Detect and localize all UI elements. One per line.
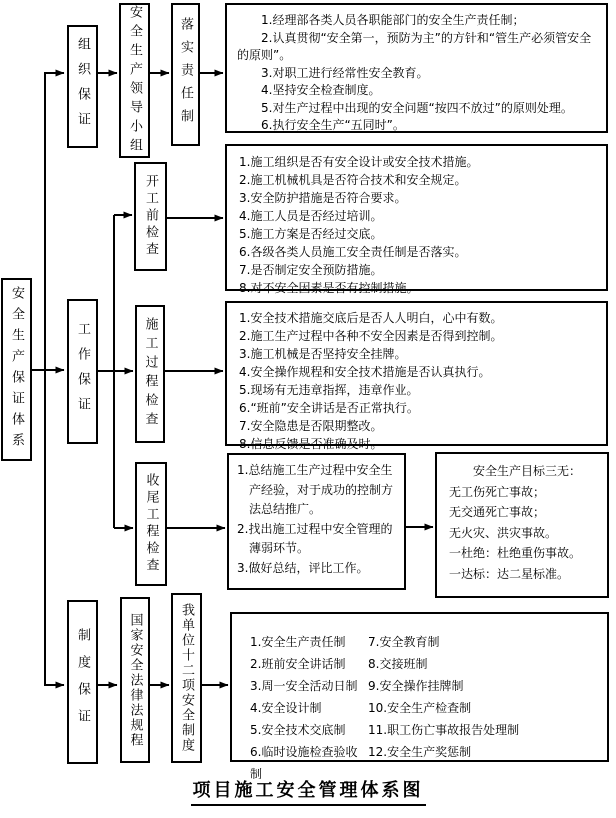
detail-line: 12.安全生产奖惩制 [368,745,472,759]
detail-line: 3.安全防护措施是否符合要求。 [239,191,407,205]
detail-line: 6.“班前”安全讲话是否正常执行。 [239,401,419,415]
node-label: 施工过程检查 [142,317,158,431]
detail-line: 1.总结施工生产过程中安全生产经验，对于成功的控制方法总结推广。 [237,463,394,516]
node-label: 工作保证 [75,321,90,422]
detail-line: 4.坚持安全检查制度。 [261,83,381,97]
diagram-title [0,776,616,802]
detail-line: 10.安全生产检查制 [368,701,472,715]
detail-line: 3.周一安全活动日制 [250,679,358,693]
node-label: 开工前检查 [143,174,158,259]
detail-line: 2.施工生产过程中各种不安全因素是否得到控制。 [239,329,503,343]
detail-line: 4.安全操作规程和安全技术措施是否认真执行。 [239,365,491,379]
detail-line: 1.施工组织是否有安全设计或安全技术措施。 [239,155,479,169]
node-label: 安全生产领导小组 [127,4,142,157]
detail-line: 6.各级各类人员施工安全责任制是否落实。 [239,245,467,259]
detail-line: 6.执行安全生产“五同时”。 [261,118,405,132]
detail-line: 5.现场有无违章指挥，违章作业。 [239,383,419,397]
node-label: 制度保证 [75,628,90,736]
detail-line: 7.是否制定安全预防措施。 [239,263,383,277]
detail-line: 8.信息反馈是否准确及时。 [239,437,383,451]
node-label: 国家安全法律法规程 [127,612,143,748]
twelve-systems-box [230,612,609,781]
detail-line: 一达标：达二星标准。 [449,566,570,581]
detail-line: 无交通死亡事故； [449,505,546,519]
node-label: 组织保证 [75,36,90,137]
detail-line: 2.找出施工过程中安全管理的薄弱环节。 [237,521,393,555]
detail-line: 4.施工人员是否经过培训。 [239,209,383,223]
detail-line: 5.安全技术交底制 [250,723,346,737]
twelve-systems-left-column [250,631,368,781]
detail-line: 2.班前安全讲话制 [250,657,346,671]
organization-details-box [225,3,608,133]
node-label: 安全生产保证体系 [9,285,24,454]
node-safety-leading-group [119,3,150,158]
detail-line: 5.施工方案是否经过交底。 [239,227,383,241]
detail-line: 7.安全教育制 [368,635,440,649]
node-construction-process-check [135,305,165,443]
node-implement-responsibility-system [171,3,200,146]
node-work-guarantee [67,299,98,444]
final-check-details-box [227,453,406,590]
node-label: 落实责任制 [178,17,193,132]
process-check-details-box [225,301,608,451]
detail-line: 9.安全操作挂牌制 [368,679,464,693]
node-system-guarantee [67,600,98,764]
detail-line: 5.对生产过程中出现的安全问题“按四不放过”的原则处理。 [261,100,573,115]
detail-line: 无工伤死亡事故； [449,484,546,499]
detail-line: 8.对不安全因素是否有控制措施。 [239,281,419,295]
node-label: 收尾工程检查 [143,473,159,575]
detail-line: 3.做好总结，评比工作。 [237,560,369,575]
detail-line: 2.施工机械机具是否符合技术和安全规定。 [239,173,467,187]
detail-line: 6.临时设施检查验收制 [250,745,358,781]
detail-line: 1.安全生产责任制 [250,635,346,649]
detail-line: 11.职工伤亡事故报告处理制 [368,723,520,737]
detail-line: 2.认真贯彻“安全第一，预防为主”的方针和“管生产必须管安全的原则”。 [237,30,592,62]
detail-line: 1.经理部各类人员各职能部门的安全生产责任制； [261,13,525,27]
node-national-safety-laws-regulations [120,597,150,763]
node-safety-production-guarantee-system [1,278,32,461]
detail-line: 4.安全设计制 [250,701,322,715]
detail-line: 3.施工机械是否坚持安全挂牌。 [239,347,407,361]
node-pre-work-check [134,162,167,271]
detail-line: 8.交接班制 [368,657,428,671]
node-organization-guarantee [67,25,98,148]
detail-line: 无火灾、洪灾事故。 [449,525,558,540]
twelve-systems-right-column [368,631,607,760]
node-unit-twelve-safety-systems [171,593,202,763]
pre-work-check-details-box [225,144,608,295]
detail-line: 7.安全隐患是否限期整改。 [239,419,383,433]
detail-line: 1.安全技术措施交底后是否人人明白，心中有数。 [239,311,503,325]
diagram-title-text: 项目施工安全管理体系图 [191,780,426,806]
node-finishing-work-check [135,462,167,586]
safety-targets-box [435,452,609,598]
detail-line: 3.对职工进行经常性安全教育。 [261,65,429,80]
detail-line: 一杜绝：杜绝重伤事故。 [449,546,582,560]
node-label: 我单位十二项安全制度 [179,603,194,753]
detail-line: 安全生产目标三无： [473,464,582,478]
